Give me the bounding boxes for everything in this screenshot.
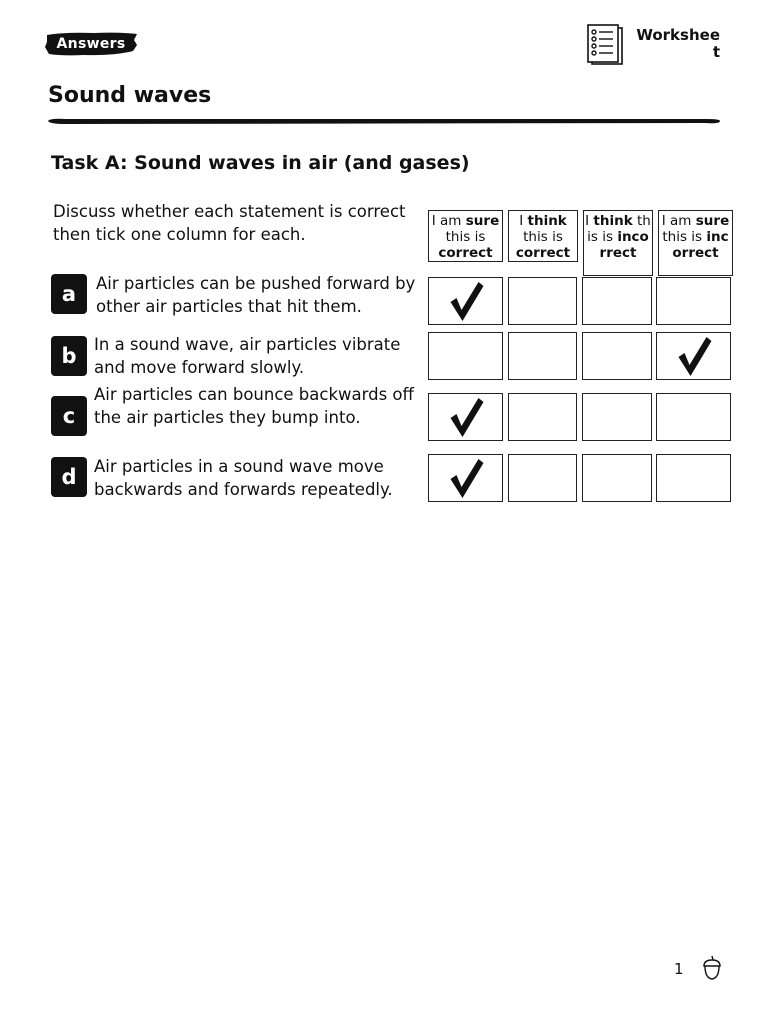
answer-cell-a-3[interactable] [582, 277, 652, 325]
title-divider [46, 116, 722, 126]
column-header-bold: think [527, 213, 567, 229]
column-header-pre: I [585, 213, 594, 229]
acorn-icon [700, 954, 724, 982]
answer-cell-b-3[interactable] [582, 332, 652, 380]
answer-cell-a-4[interactable] [656, 277, 731, 325]
answer-cell-d-4[interactable] [656, 454, 731, 502]
answer-cell-d-1[interactable] [428, 454, 503, 502]
answer-cell-b-1[interactable] [428, 332, 503, 380]
column-header-mid: this is [587, 213, 651, 245]
column-header-bold: sure [695, 213, 730, 229]
task-instructions: Discuss whether each statement is correct then tick one column for each. [53, 202, 406, 244]
answer-cell-a-2[interactable] [508, 277, 577, 325]
answers-label: Answers [56, 36, 126, 52]
column-header-pre: I [519, 213, 528, 229]
statement-c: Air particles can bounce backwards off the air particles they bump into. [94, 385, 414, 427]
column-header-end: correct [515, 245, 571, 261]
statement-b: In a sound wave, air particles vibrate and move forward slowly. [94, 335, 401, 377]
column-header-mid: this is [445, 229, 486, 245]
tick-icon [429, 278, 502, 324]
tick-icon [429, 455, 502, 501]
page-number: 1 [674, 960, 684, 978]
statement-d: Air particles in a sound wave move backwards and forwards repeatedly. [94, 457, 393, 499]
row-letter-b: b [51, 336, 87, 376]
column-header-bold: sure [465, 213, 500, 229]
answer-cell-b-4[interactable] [656, 332, 731, 380]
answer-cell-b-2[interactable] [508, 332, 577, 380]
column-header-think-incorrect [583, 210, 653, 276]
row-letter-d: d [51, 457, 87, 497]
column-header-end: correct [438, 245, 493, 261]
answer-cell-c-3[interactable] [582, 393, 652, 441]
row-letter-c: c [51, 396, 87, 436]
worksheet-label: Worksheet [636, 26, 720, 61]
row-letter-a: a [51, 274, 87, 314]
statement-a: Air particles can be pushed forward by other air particles that hit them. [96, 274, 416, 316]
column-header-mid: this is [523, 229, 563, 245]
answer-cell-c-4[interactable] [656, 393, 731, 441]
column-header-pre: I am [661, 213, 696, 229]
answer-cell-a-1[interactable] [428, 277, 503, 325]
column-header-end: incorrect [672, 229, 729, 261]
column-header-end: incorrect [599, 229, 649, 261]
answer-cell-c-2[interactable] [508, 393, 577, 441]
column-header-mid: this is [662, 229, 707, 245]
task-title: Task A: Sound waves in air (and gases) [51, 152, 470, 174]
worksheet-checklist-icon [586, 23, 628, 67]
column-header-think-correct [508, 210, 578, 262]
answers-badge [44, 31, 138, 57]
tick-icon [429, 394, 502, 440]
column-header-sure-incorrect [658, 210, 733, 276]
page-title: Sound waves [48, 83, 212, 108]
column-header-sure-correct [428, 210, 503, 262]
answer-cell-d-3[interactable] [582, 454, 652, 502]
column-header-bold: think [593, 213, 633, 229]
answer-cell-d-2[interactable] [508, 454, 577, 502]
answer-cell-c-1[interactable] [428, 393, 503, 441]
tick-icon [657, 333, 730, 379]
column-header-pre: I am [431, 213, 466, 229]
